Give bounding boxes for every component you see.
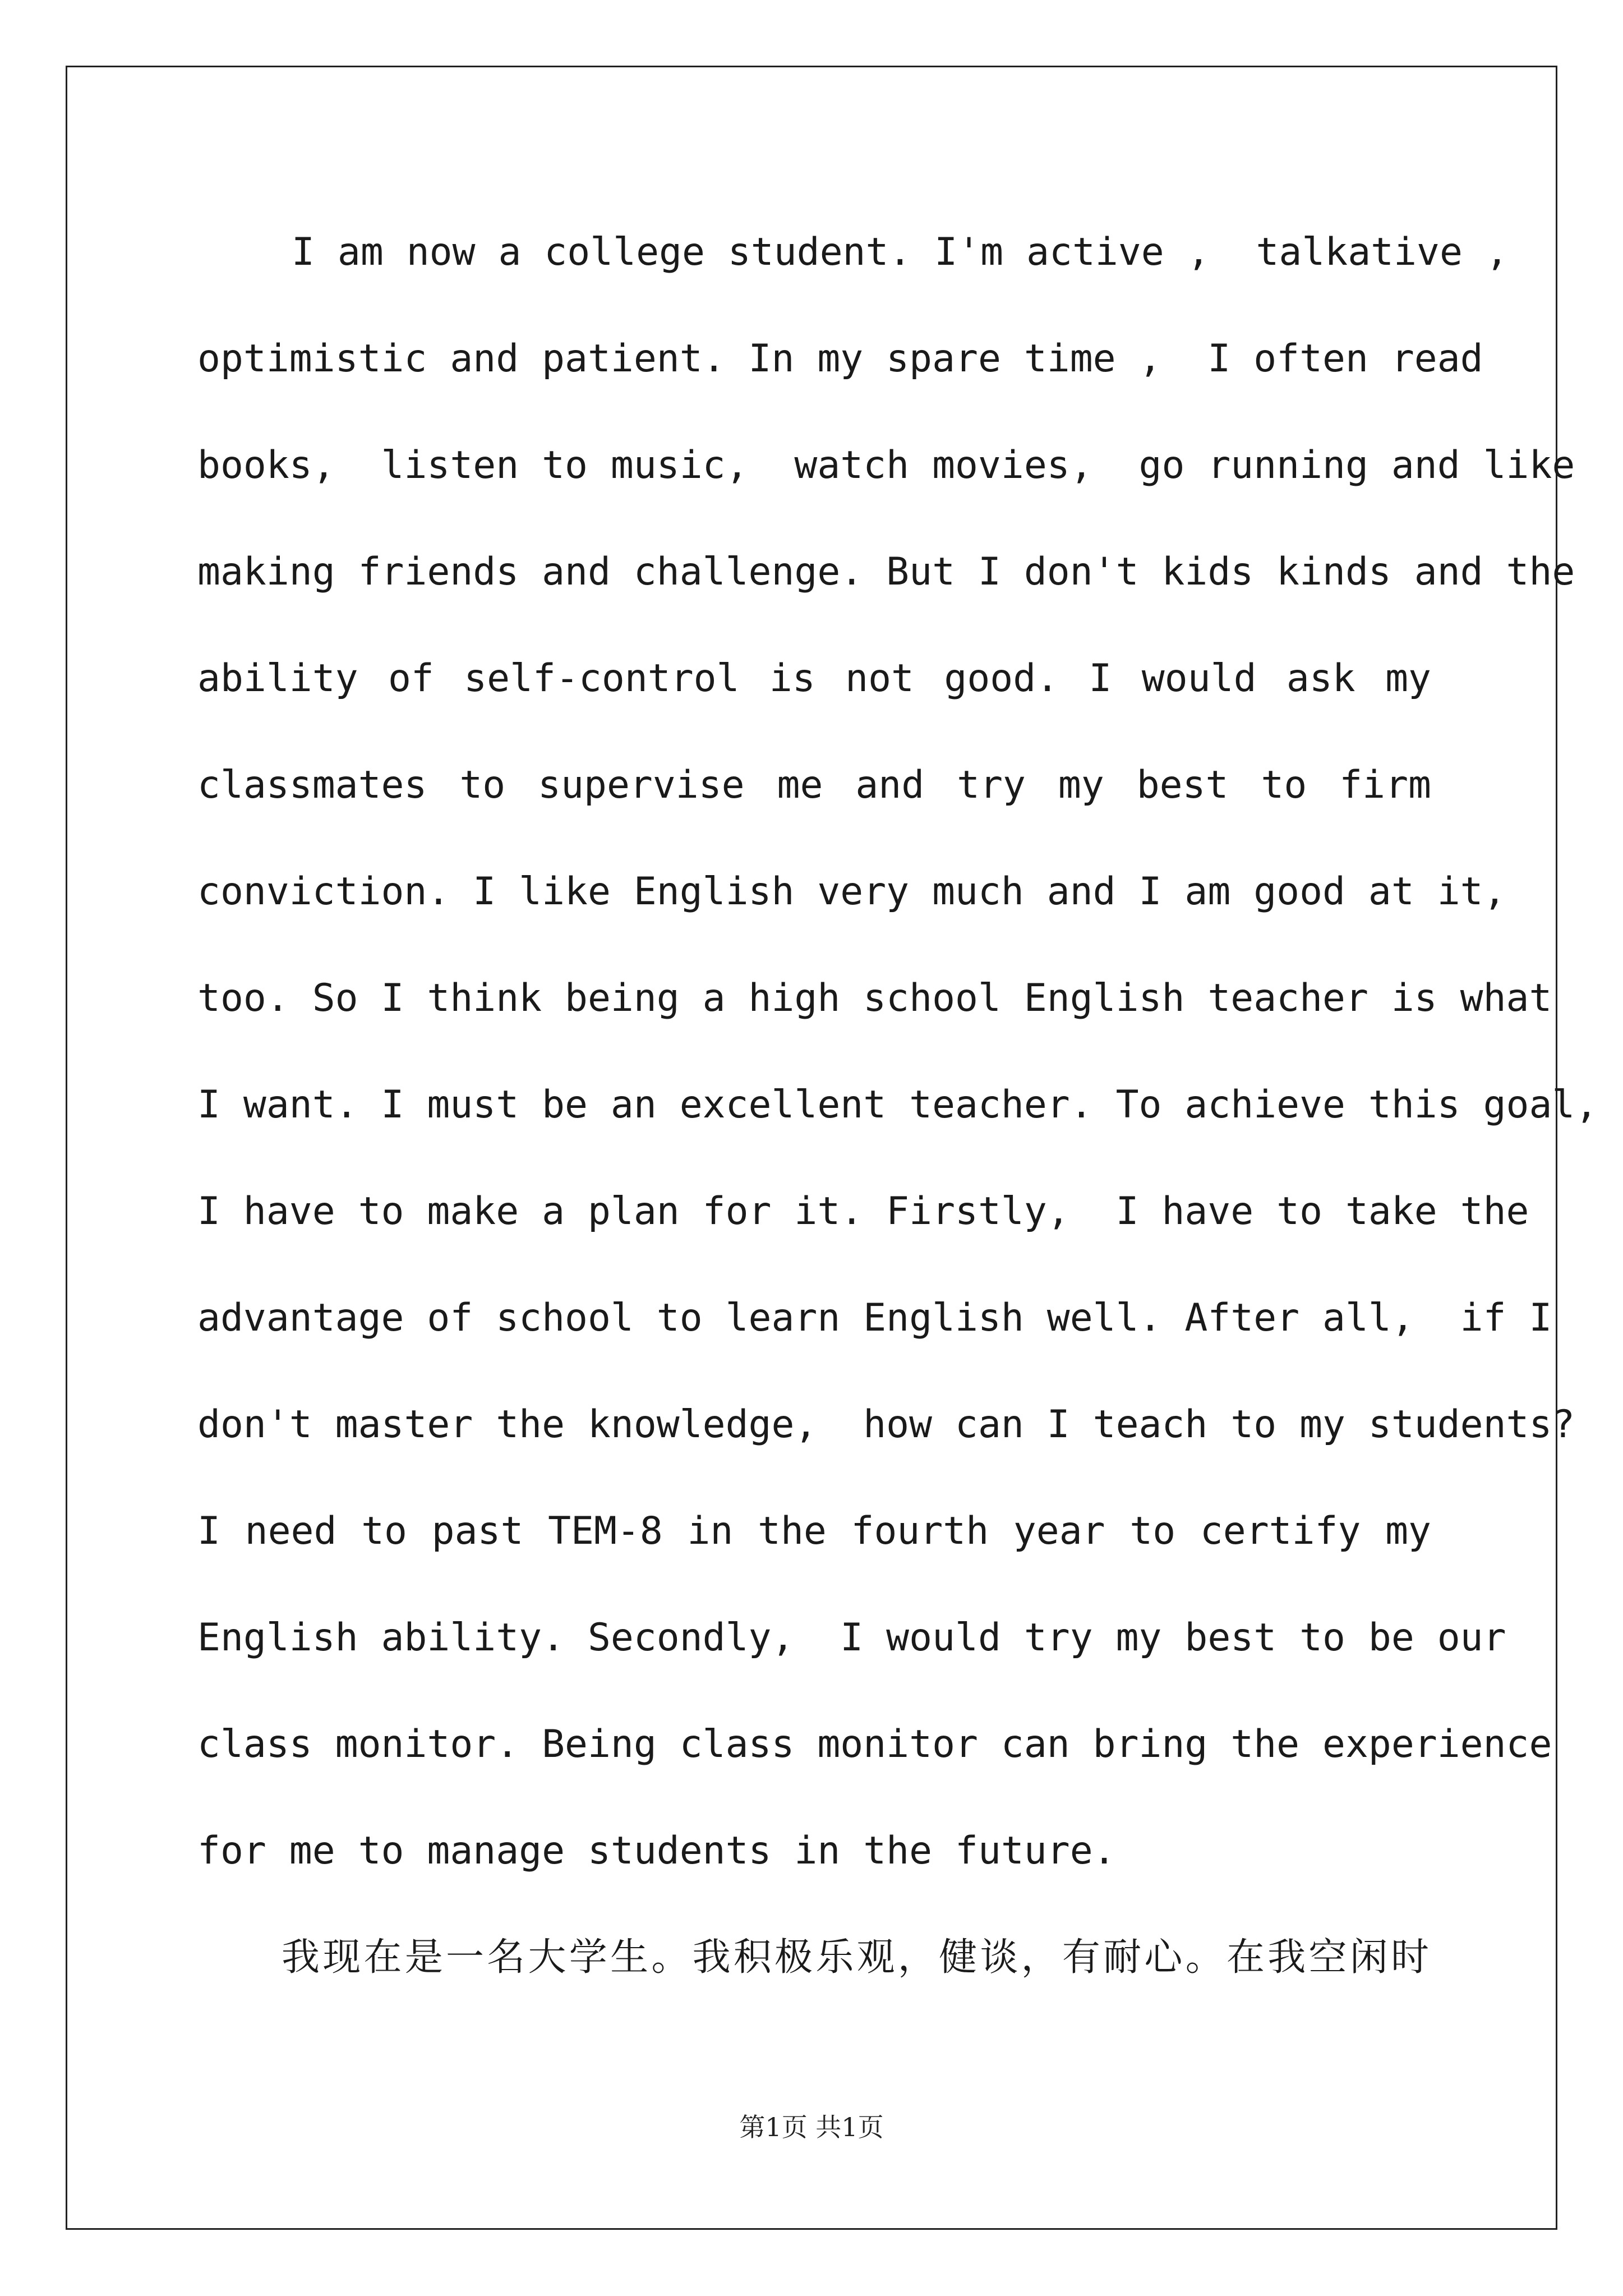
paragraph-line: I need to past TEM-8 in the fourth year to certify my [197, 1509, 1431, 1553]
paragraph-line: for me to manage students in the future. [197, 1829, 1116, 1873]
paragraph-line: I have to make a plan for it. Firstly, I have to take the [197, 1189, 1529, 1234]
paragraph-line: I want. I must be an excellent teacher. To achieve this goal, [197, 1083, 1598, 1127]
paragraph-line: advantage of school to learn English well. After all, if I [197, 1296, 1552, 1340]
paragraph-line: English ability. Secondly, I would try my best to be our [197, 1616, 1506, 1660]
paragraph-line: class monitor. Being class monitor can bring the experience [197, 1722, 1552, 1766]
paragraph-line: ability of self-control is not good. I would ask my [197, 656, 1431, 701]
paragraph-line: I am now a college student. I'm active , talkative , [292, 230, 1509, 274]
paragraph-line: making friends and challenge. But I don't kids kinds and the [197, 550, 1575, 594]
paragraph-line: optimistic and patient. In my spare time , I often read [197, 337, 1483, 381]
page-frame [66, 66, 1598, 2230]
chinese-paragraph-line: 我现在是一名大学生。我积极乐观，健谈，有耐心。在我空闲时 [282, 1935, 1431, 1980]
paragraph-line: classmates to supervise me and try my best to firm [197, 763, 1431, 807]
paragraph-line: conviction. I like English very much and I am good at it, [197, 869, 1506, 914]
page-footer: 第1页 共1页 [739, 2112, 884, 2142]
paragraph-line: books, listen to music, watch movies, go running and like [197, 443, 1575, 487]
paragraph-line: don't master the knowledge, how can I teach to my students? [197, 1402, 1575, 1447]
paragraph-line: too. So I think being a high school English teacher is what [197, 976, 1552, 1020]
